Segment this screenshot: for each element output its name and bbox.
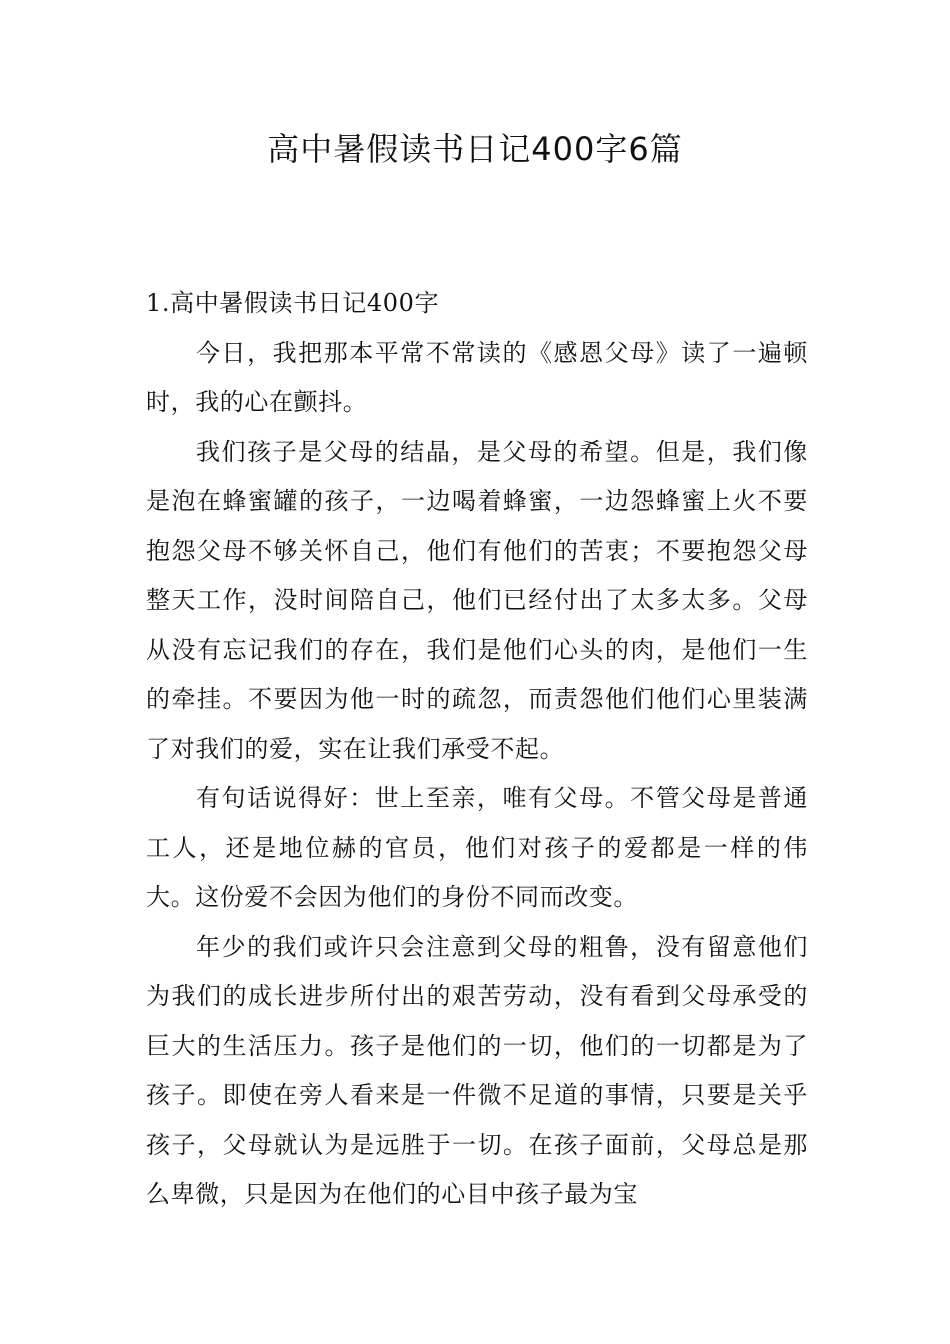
document-title: 高中暑假读书日记400字6篇 xyxy=(267,130,683,168)
paragraph: 年少的我们或许只会注意到父母的粗鲁，没有留意他们为我们的成长进步所付出的艰苦劳动，没有看到父母承受的巨大的生活压力。孩子是他们的一切，他们的一切都是为了孩子。即使在旁人看来是一件微不足道的事情，只要是关乎孩子，父母就认为是远胜于一切。在孩子面前，父母总是那么卑微，只是因为在他们的心目中孩子最为宝 xyxy=(146,932,808,1208)
paragraph: 今日，我把那本平常不常读的《感恩父母》读了一遍顿时，我的心在颤抖。 xyxy=(146,338,808,416)
paragraph: 我们孩子是父母的结晶，是父母的希望。但是，我们像是泡在蜂蜜罐的孩子，一边喝着蜂蜜，一边怨蜂蜜上火不要抱怨父母不够关怀自己，他们有他们的苦衷；不要抱怨父母整天工作，没时间陪自己，他们已经付出了太多太多。父母从没有忘记我们的存在，我们是他们心头的肉，是他们一生的牵挂。不要因为他一时的疏忽，而责怨他们他们心里装满了对我们的爱，实在让我们承受不起。 xyxy=(146,437,808,763)
section-heading: 1.高中暑假读书日记400字 xyxy=(146,289,440,317)
document-body xyxy=(146,279,808,1220)
paragraph: 有句话说得好：世上至亲，唯有父母。不管父母是普通工人，还是地位赫的官员，他们对孩子的爱都是一样的伟大。这份爱不会因为他们的身份不同而改变。 xyxy=(146,784,808,911)
